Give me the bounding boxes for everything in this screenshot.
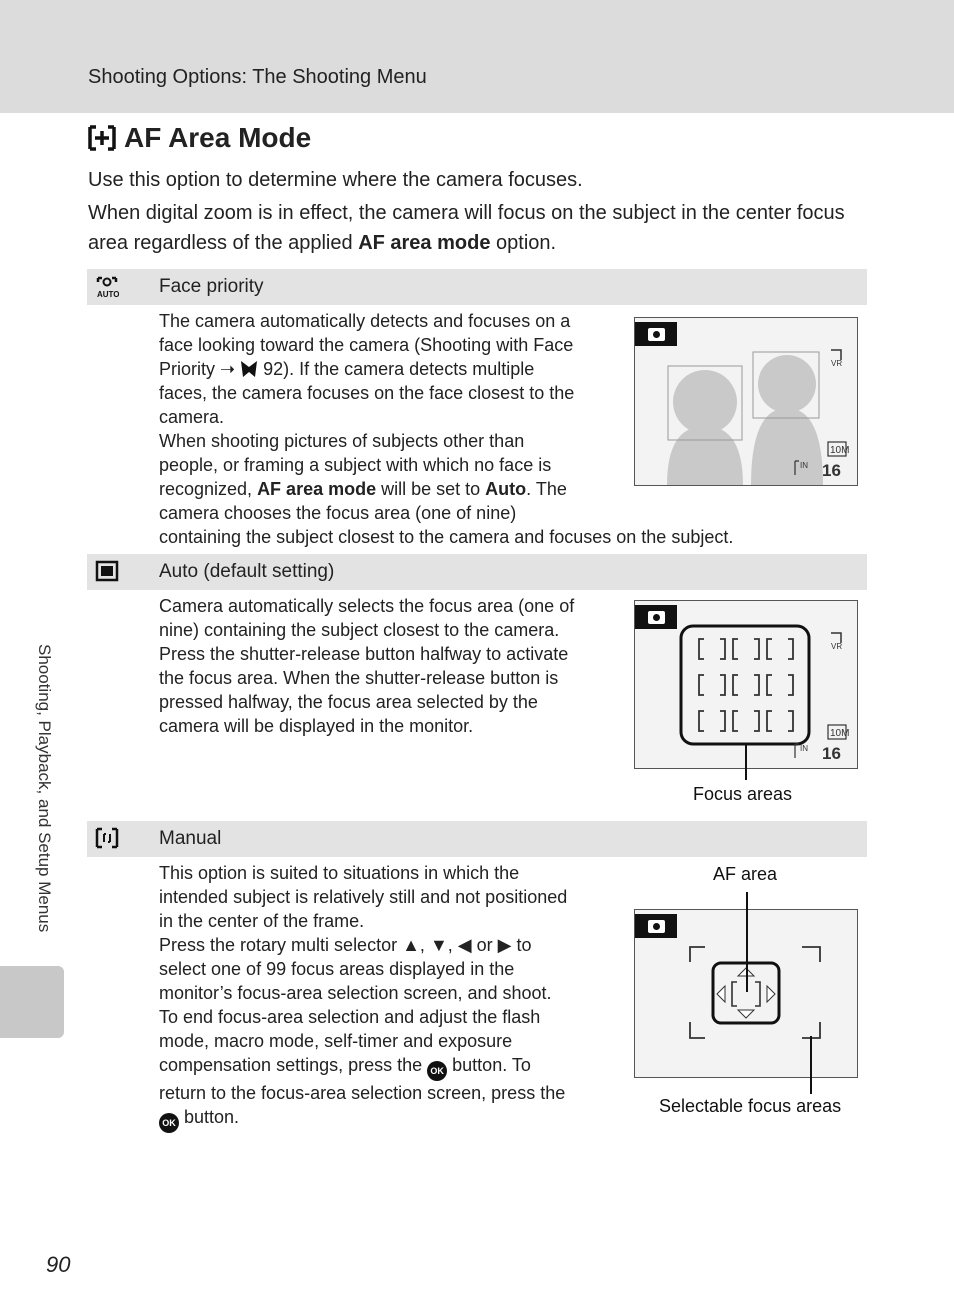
auto-label: Auto (default setting) — [159, 561, 335, 582]
focus-bracket — [699, 711, 725, 731]
header-band — [0, 0, 954, 113]
arrow-right-glyph: ▶ — [497, 935, 512, 955]
running-head: Shooting Options: The Shooting Menu — [88, 66, 427, 88]
vr-icon — [831, 350, 842, 368]
camera-mode-icon — [648, 920, 665, 933]
image-size-badge: 10M — [830, 728, 850, 739]
af-area-callout: AF area — [713, 864, 778, 884]
auto-area-icon — [95, 560, 119, 587]
af-area-icon — [88, 125, 116, 151]
section-title-text: AF Area Mode — [124, 122, 312, 153]
vr-icon — [831, 633, 842, 651]
memory-label: IN — [800, 461, 808, 470]
manual-description: This option is suited to situations in which the intended subject is relatively still and not positioned in the center of the frame. Press the rotary multi selector ▲, ▼, ◀ or ▶ to select one of 99 focus areas displayed in the monitor’s focus-area selection screen, and shoot. To end focus-area selection and adjust the flash mode, macro mode, self-timer and exposure compensation settings, press the OK button. To return to the focus-area selection screen, press the OK button. — [159, 861, 619, 1133]
section-title — [88, 122, 311, 154]
focus-bracket — [733, 639, 759, 659]
focus-bracket — [767, 639, 793, 659]
side-tab-label: Shooting, Playback, and Setup Menus — [35, 644, 54, 933]
memory-label: IN — [800, 744, 808, 753]
section-tab — [0, 966, 64, 1038]
intro-bold-term: AF area mode — [358, 232, 491, 254]
camera-mode-icon — [648, 611, 665, 624]
face-priority-label: Face priority — [159, 276, 264, 297]
face-priority-description: The camera automatically detects and focuses on a face looking toward the camera (Shooting with Face Priority ➝ 92). If the camera detects multiple faces, the camera focuses on the face closest to the camera. When shooting pictures of subjects other than people, or framing a subject with which no face is recognized, AF area mode will be set to Auto. The camera chooses the focus area (one of nine) containing the subject closest to the camera and focuses on the subject. — [159, 311, 734, 547]
reference-page-icon — [240, 360, 258, 378]
ok-button-icon: OK — [159, 1113, 179, 1133]
focus-bracket — [733, 675, 759, 695]
manual-area-icon — [95, 827, 119, 854]
focus-area-outline — [681, 626, 809, 744]
svg-text:VR: VR — [831, 359, 843, 368]
focus-areas-callout: Focus areas — [693, 784, 793, 804]
focus-bracket — [699, 675, 725, 695]
ok-button-icon: OK — [427, 1061, 447, 1081]
af-area-leader-line — [746, 892, 748, 992]
face-priority-screen — [634, 317, 858, 486]
svg-text:VR: VR — [831, 642, 843, 651]
intro-paragraph-1: Use this option to determine where the camera focuses. — [88, 169, 583, 191]
face-subject-right — [751, 352, 823, 485]
arrow-left-glyph: ◀ — [457, 935, 472, 955]
exposures-remaining: 16 — [822, 744, 841, 763]
selectable-areas-callout: Selectable focus areas — [659, 1096, 842, 1116]
exposures-remaining: 16 — [822, 461, 841, 480]
focus-bracket — [767, 675, 793, 695]
image-size-badge: 10M — [830, 445, 850, 456]
focus-areas-leader-line — [745, 744, 747, 780]
focus-area-grid — [699, 639, 793, 731]
arrow-up-glyph: ▲ — [402, 935, 420, 955]
manual-label: Manual — [159, 828, 222, 849]
arrow-down-glyph: ▼ — [429, 935, 448, 955]
svg-text:AUTO: AUTO — [97, 290, 119, 298]
auto-description: Camera automatically selects the focus area (one of nine) containing the subject closest to the camera. Press the shutter-release button halfway to activate the focus area. When the shutter-release button is pressed halfway, the focus area selected by the camera will be displayed in the monitor. — [159, 596, 575, 736]
face-subject-left — [667, 366, 743, 485]
page-number: 90 — [46, 1252, 71, 1277]
intro-paragraph-2: When digital zoom is in effect, the camera will focus on the subject in the center focus area regardless of the applied AF area mode option. — [88, 202, 845, 254]
focus-bracket — [767, 711, 793, 731]
internal-memory-icon — [795, 744, 799, 758]
camera-mode-icon — [648, 328, 665, 341]
focus-bracket — [733, 711, 759, 731]
focus-bracket — [699, 639, 725, 659]
face-priority-icon — [95, 276, 119, 303]
selectable-areas-leader-line — [810, 1036, 812, 1094]
